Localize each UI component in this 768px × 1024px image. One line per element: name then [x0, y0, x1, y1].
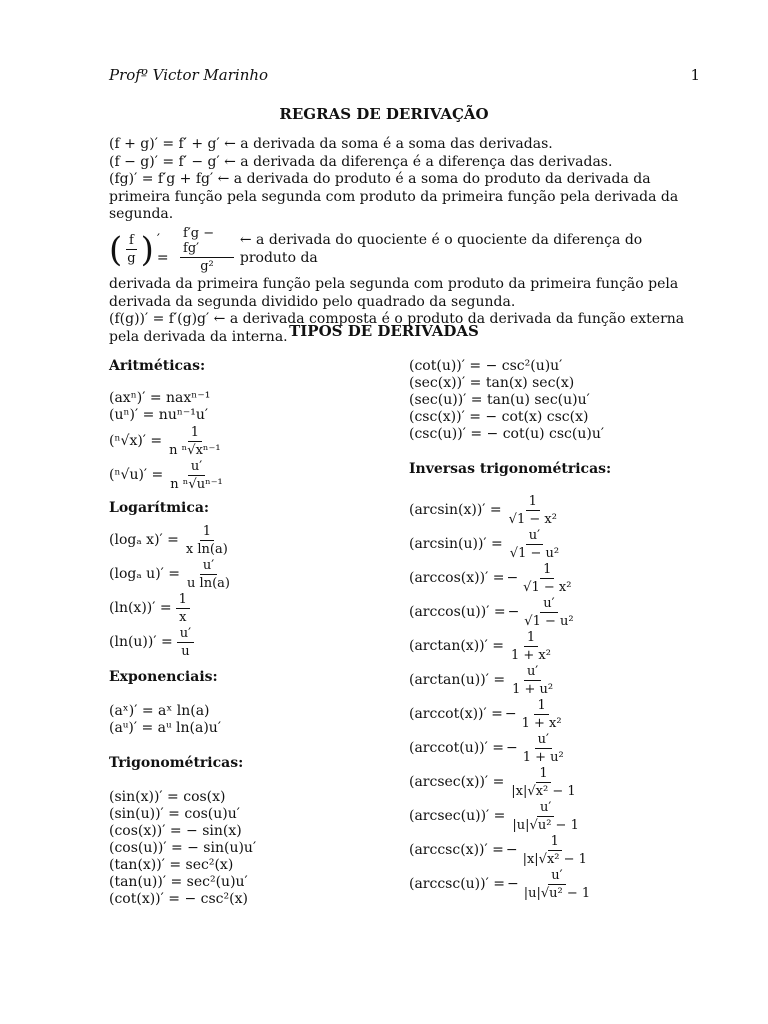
fraction-denominator: √1 − u²: [524, 613, 574, 629]
fraction-numerator: u′: [548, 868, 565, 885]
fraction-denominator: 1 + u²: [512, 681, 554, 697]
formula-lhs: (ⁿ√u)′ =: [109, 466, 164, 483]
fraction-numerator: 1: [526, 494, 540, 511]
formula-sign: −: [504, 705, 517, 722]
left-paren: (: [109, 229, 123, 270]
formula-arith-3: [109, 424, 379, 458]
fraction-numerator: u′: [177, 626, 194, 643]
rules-title: REGRAS DE DERIVAÇÃO: [279, 105, 489, 123]
rule-quotient-continued: derivada da primeira função pela segunda com produto da primeira função pela derivada da segunda dividido pelo quadrado da segunda.: [109, 275, 679, 310]
fraction-numerator: f: [126, 233, 137, 250]
formula-fraction: [520, 562, 574, 595]
fraction-denominator: u ln(a): [187, 575, 230, 591]
formula-sign: −: [506, 739, 518, 756]
formula-lhs: (arccot(x))′ =: [409, 705, 503, 722]
rule-product: (fg)′ = f′g + fg′ ← a derivada do produto é a soma do produto da derivada da primeira função pela segunda com produto da primeira função pela derivada da segunda.: [109, 171, 679, 223]
section-arithmetic-title: Aritméticas:: [109, 358, 206, 374]
fraction-denominator: 1 + u²: [522, 749, 564, 765]
formula-fraction: [509, 800, 581, 833]
formula-fraction: [520, 834, 590, 867]
formula-lhs: (arcsin(u))′ =: [409, 535, 503, 552]
formula-sign: −: [507, 603, 520, 620]
formula-log-2: [109, 557, 379, 591]
fraction-denominator: √1 − u²: [509, 545, 560, 561]
formula-lhs: (ln(u))′ =: [109, 633, 173, 650]
fraction-numerator: 1: [536, 766, 550, 783]
formula-lhs: (arctan(u))′ =: [409, 671, 506, 688]
formula-trig: (cot(u))′ = − csc²(u)u′: [409, 358, 563, 374]
fraction-numerator: 1: [548, 834, 562, 851]
formula-fraction: [166, 425, 223, 458]
fraction-numerator: u′: [540, 596, 557, 613]
formula-lhs: (logₐ u)′ =: [109, 565, 181, 582]
fraction-numerator: u′: [526, 528, 543, 545]
formula-fraction: [507, 528, 562, 561]
formula-fraction: [176, 592, 190, 625]
formula-lhs: (arccos(u))′ =: [409, 603, 506, 620]
formula-fraction: [519, 698, 565, 731]
formula-lhs: (arccsc(u))′ =: [409, 875, 505, 892]
formula-lhs: (ln(x))′ =: [109, 599, 172, 616]
formula-trig: (csc(x))′ = − cot(x) csc(x): [409, 409, 589, 425]
page-header-author: Profº Victor Marinho: [109, 66, 269, 84]
fraction-numerator: 1: [200, 524, 214, 541]
fraction-denominator: √1 − x²: [508, 511, 557, 527]
formula-lhs: (arcsec(x))′ =: [409, 773, 505, 790]
formula-inverse-trig: [409, 663, 699, 697]
rule-sum: (f + g)′ = f′ + g′ ← a derivada da soma é a soma das derivadas.: [109, 136, 553, 152]
formula-inverse-trig: [409, 595, 699, 629]
section-trig-title: Trigonométricas:: [109, 755, 244, 771]
formula-exp-1: (aˣ)′ = aˣ ln(a): [109, 703, 210, 719]
formula-fraction: [183, 524, 231, 557]
formula-fraction: [506, 494, 560, 527]
formula-sign: −: [506, 569, 519, 586]
formula-log-4: [109, 625, 379, 659]
formula-inverse-trig: [409, 799, 699, 833]
section-inverse-trig-title: Inversas trigonométricas:: [409, 461, 612, 477]
fraction-denominator: |x|√x² − 1: [522, 851, 587, 867]
quotient-equals: ′ =: [156, 232, 169, 266]
formula-inverse-trig: [409, 629, 699, 663]
formula-fraction: [520, 732, 567, 765]
formula-trig: (csc(u))′ = − cot(u) csc(u)u′: [409, 426, 605, 442]
right-column: [409, 358, 699, 901]
fraction-numerator: u′: [535, 732, 552, 749]
fraction-denominator: 1 + x²: [521, 715, 562, 731]
types-title: TIPOS DE DERIVADAS: [289, 322, 479, 340]
formula-lhs: (ⁿ√x)′ =: [109, 432, 163, 449]
formula-fraction: [508, 630, 554, 663]
formula-inverse-trig: [409, 731, 699, 765]
formula-trig: (cos(u))′ = − sin(u)u′: [109, 840, 257, 856]
formula-fraction: [167, 459, 225, 492]
fraction-numerator: 1: [540, 562, 554, 579]
fraction-denominator: x: [179, 609, 187, 625]
quotient-formula-fraction: [180, 226, 234, 274]
formula-log-1: [109, 523, 379, 557]
formula-arith-4: [109, 458, 379, 492]
formula-trig: (cot(x))′ = − csc²(x): [109, 891, 248, 907]
fraction-numerator: u′: [200, 558, 217, 575]
left-column: [109, 358, 379, 908]
formula-lhs: (arctan(x))′ =: [409, 637, 504, 654]
formula-inverse-trig: [409, 867, 699, 901]
formula-fraction: [508, 766, 578, 799]
fraction-denominator: |x|√x² − 1: [511, 783, 576, 799]
fraction-denominator: g²: [200, 258, 214, 274]
formula-fraction: [509, 664, 556, 697]
formula-inverse-trig: [409, 833, 699, 867]
formula-fraction: [521, 596, 576, 629]
section-exp-title: Exponenciais:: [109, 669, 218, 685]
formula-inverse-trig: [409, 527, 699, 561]
fraction-numerator: 1: [534, 698, 548, 715]
fraction-numerator: 1: [524, 630, 538, 647]
fraction-denominator: n ⁿ√uⁿ⁻¹: [170, 476, 223, 492]
formula-trig: (sec(u))′ = tan(u) sec(u)u′: [409, 392, 590, 408]
formula-log-3: [109, 591, 379, 625]
formula-lhs: (arccsc(x))′ =: [409, 841, 504, 858]
formula-fraction: [177, 626, 194, 659]
formula-lhs: (arcsec(u))′ =: [409, 807, 506, 824]
page-number: 1: [690, 66, 700, 84]
formula-inverse-trig: [409, 561, 699, 595]
formula-fraction: [521, 868, 593, 901]
formula-trig: (sin(u))′ = cos(u)u′: [109, 806, 240, 822]
fraction-denominator: |u|√u² − 1: [512, 817, 579, 833]
section-log-title: Logarítmica:: [109, 500, 210, 516]
fraction-denominator: u: [181, 643, 190, 659]
right-paren: ): [140, 229, 154, 270]
formula-sign: −: [505, 841, 518, 858]
formula-trig: (cos(x))′ = − sin(x): [109, 823, 242, 839]
fraction-denominator: g: [127, 251, 136, 267]
formula-lhs: (arccos(x))′ =: [409, 569, 505, 586]
fraction-numerator: u′: [537, 800, 554, 817]
fraction-denominator: √1 − x²: [523, 579, 572, 595]
formula-arith-2: (uⁿ)′ = nuⁿ⁻¹u′: [109, 407, 209, 423]
formula-inverse-trig: [409, 765, 699, 799]
formula-sign: −: [506, 875, 519, 892]
formula-trig: (tan(u))′ = sec²(u)u′: [109, 874, 248, 890]
formula-arith-1: (axⁿ)′ = naxⁿ⁻¹: [109, 390, 211, 406]
formula-trig: (sin(x))′ = cos(x): [109, 789, 226, 805]
fraction-denominator: |u|√u² − 1: [523, 885, 591, 901]
formula-exp-2: (aᵘ)′ = aᵘ ln(a)u′: [109, 720, 222, 736]
formula-inverse-trig: [409, 493, 699, 527]
rule-chain: (f(g))′ = f′(g)g′ ← a derivada composta é o produto da derivada da função externa pela derivada da interna.: [109, 311, 685, 345]
fraction-numerator: u′: [188, 459, 205, 476]
rule-quotient: [109, 226, 695, 274]
formula-fraction: [184, 558, 233, 591]
formula-inverse-trig: [409, 697, 699, 731]
fraction-numerator: u′: [524, 664, 541, 681]
fraction-numerator: 1: [176, 592, 190, 609]
rule-difference: (f − g)′ = f′ − g′ ← a derivada da diferença é a diferença das derivadas.: [109, 153, 613, 170]
formula-lhs: (arcsin(x))′ =: [409, 501, 502, 518]
formula-lhs: (logₐ x)′ =: [109, 531, 179, 548]
fraction-numerator: 1: [188, 425, 202, 442]
fraction-denominator: 1 + x²: [510, 647, 551, 663]
formula-trig: (tan(x))′ = sec²(x): [109, 857, 234, 873]
quotient-text: ← a derivada do quociente é o quociente da diferença do produto da: [239, 232, 643, 266]
quotient-fg-fraction: [124, 233, 138, 266]
fraction-numerator: f′g − fg′: [180, 226, 234, 258]
fraction-denominator: x ln(a): [185, 541, 228, 557]
fraction-denominator: n ⁿ√xⁿ⁻¹: [169, 442, 221, 458]
formula-lhs: (arccot(u))′ =: [409, 739, 504, 756]
rules-section: [109, 136, 695, 346]
formula-trig: (sec(x))′ = tan(x) sec(x): [409, 375, 575, 391]
